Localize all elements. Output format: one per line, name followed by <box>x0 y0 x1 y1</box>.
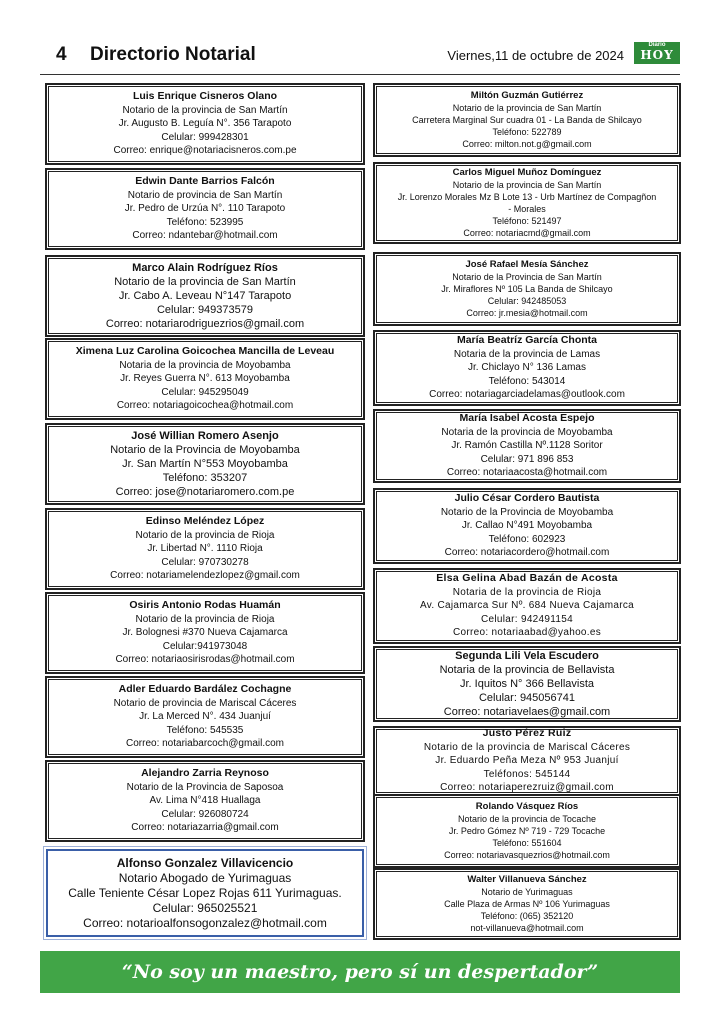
notary-detail-line: Notaria de la provincia de Lamas <box>453 348 601 360</box>
notary-name: Adler Eduardo Bardález Cochagne <box>118 683 292 696</box>
notary-detail-line: Notario de la provincia de Tocache <box>458 814 596 824</box>
notary-detail-line: Celular: 971 896 853 <box>480 453 574 465</box>
notary-card <box>374 727 680 795</box>
publication-date: Viernes,11 de octubre de 2024 <box>447 48 624 63</box>
notary-card <box>374 569 680 643</box>
notary-detail-line: Notario de la provincia de Mariscal Cáceres <box>423 741 631 753</box>
notary-card <box>46 84 364 164</box>
notary-card <box>46 424 364 504</box>
newspaper-logo <box>634 42 680 64</box>
notary-detail-line: not-villanueva@hotmail.com <box>470 923 584 933</box>
notary-detail-line: Teléfono: 545535 <box>166 724 244 736</box>
notary-detail-line: Jr. Chiclayo N° 136 Lamas <box>468 362 586 374</box>
notary-detail-line: Teléfono: 602923 <box>488 533 566 545</box>
notary-detail-line: Notaria de la provincia de Rioja <box>452 586 602 598</box>
notary-detail-line: Celular: 965025521 <box>152 900 258 915</box>
notary-detail-line: Notaria de la provincia de Bellavista <box>439 664 615 676</box>
notary-card <box>374 163 680 243</box>
notary-detail-line: Teléfono: 522789 <box>492 127 562 137</box>
notary-detail-line: Celular: 945295049 <box>161 386 249 398</box>
notary-detail-line: Notario de la Provincia de San Martín <box>452 272 602 282</box>
notary-detail-line: Correo: jr.mesia@hotmail.com <box>466 308 588 318</box>
notary-detail-line: Jr. Bolognesi #370 Nueva Cajamarca <box>122 627 288 639</box>
notary-detail-line: Correo: notariagoicochea@hotmail.com <box>116 400 294 412</box>
notary-detail-line: Notario Abogado de Yurimaguas <box>118 870 292 885</box>
notary-detail-line: Jr. Ramón Castilla Nº.1128 Soritor <box>451 440 603 452</box>
notary-detail-line: Correo: enrique@notariacisneros.com.pe <box>113 145 297 157</box>
notary-detail-line: Jr. Reyes Guerra N°. 613 Moyobamba <box>120 373 290 385</box>
notary-detail-line: Celular: 945056741 <box>478 692 576 704</box>
notary-card <box>46 339 364 419</box>
notary-detail-line: Teléfono: 521497 <box>492 216 562 226</box>
notary-card <box>374 331 680 405</box>
notary-card <box>46 761 364 841</box>
notary-detail-line: Correo: notariagarciadelamas@outlook.com <box>429 389 625 401</box>
notary-detail-line: Correo: notarioalfonsogonzalez@hotmail.com <box>83 915 327 930</box>
notary-detail-line: Correo: notariabarcoch@gmail.com <box>126 738 284 750</box>
notary-name: Julio César Cordero Bautista <box>454 492 600 505</box>
logo-big-text: HOY <box>640 48 674 62</box>
notary-detail-line: Notario de la Provincia de Moyobamba <box>110 444 300 456</box>
notary-detail-line: Av. Cajamarca Sur Nº. 684 Nueva Cajamarca <box>420 600 634 612</box>
notary-detail-line: Calle Plaza de Armas Nº 106 Yurimaguas <box>444 899 610 909</box>
notary-detail-line: Notario de provincia de Mariscal Cáceres <box>113 697 297 709</box>
notary-name: Marco Alain Rodríguez Ríos <box>132 262 278 274</box>
notary-detail-line: Av. Lima N°418 Huallaga <box>149 795 261 807</box>
notary-card <box>46 849 364 937</box>
notary-detail-line: Notario de la Provincia de Moyobamba <box>440 506 614 518</box>
notary-name: Walter Villanueva Sánchez <box>467 874 587 885</box>
notary-name: Alfonso Gonzalez Villavicencio <box>116 855 294 870</box>
notary-detail-line: Teléfonos: 545144 <box>483 768 571 780</box>
notary-detail-line: Correo: notariaosirisrodas@hotmail.com <box>115 654 295 666</box>
notary-detail-line: Notario de la provincia de San Martín <box>452 103 602 113</box>
notary-card <box>46 169 364 249</box>
notary-detail-line: Correo: notariaacosta@hotmail.com <box>446 467 608 479</box>
notary-detail-line: Jr. Lorenzo Morales Mz B Lote 13 - Urb Martínez de Compagñon <box>397 192 657 202</box>
notary-name: Edwin Dante Barrios Falcón <box>135 175 275 188</box>
notary-detail-line: Correo: notariamelendezlopez@gmail.com <box>110 570 300 582</box>
notary-detail-line: Notario de Yurimaguas <box>481 887 573 897</box>
notary-detail-line: Notario de la provincia de Rioja <box>135 529 275 541</box>
notary-card <box>374 647 680 721</box>
notary-detail-line: Jr. Iquitos N° 366 Bellavista <box>459 678 595 690</box>
notary-name: Carlos Miguel Muñoz Domínguez <box>452 167 602 178</box>
notary-card <box>46 677 364 757</box>
quote-text: “No soy un maestro, pero sí un despertador” <box>121 961 599 983</box>
logo-small-text: Diario <box>648 42 666 48</box>
notary-card <box>46 256 364 336</box>
notary-name: María Beatríz García Chonta <box>456 334 598 347</box>
notary-detail-line: Teléfono: 551604 <box>492 838 562 848</box>
notary-detail-line: Celular: 949373579 <box>156 304 254 316</box>
notary-detail-line: Jr. Cabo A. Leveau N°147 Tarapoto <box>118 290 292 302</box>
notary-detail-line: Correo: notariaabad@yahoo.es <box>452 627 602 639</box>
notary-name: Segunda Lili Vela Escudero <box>455 650 599 662</box>
notary-detail-line: Correo: milton.not.g@gmail.com <box>462 139 592 149</box>
notary-detail-line: Correo: jose@notariaromero.com.pe <box>115 486 295 498</box>
notary-name: Luis Enrique Cisneros Olano <box>132 90 278 103</box>
notary-detail-line: Correo: notariarodriguezrios@gmail.com <box>105 318 305 330</box>
notary-name: José Rafael Mesía Sánchez <box>465 259 589 270</box>
notary-detail-line: Celular:941973048 <box>162 640 248 652</box>
notary-detail-line: Notario de la provincia de San Martín <box>452 180 602 190</box>
notary-card <box>374 869 680 939</box>
notary-card <box>46 509 364 589</box>
notary-detail-line: Notario de la provincia de Rioja <box>135 613 275 625</box>
notary-name: José Willian Romero Asenjo <box>131 430 279 442</box>
notary-detail-line: Teléfono: 543014 <box>488 375 566 387</box>
notary-name: Justo Pérez Ruiz <box>482 727 572 740</box>
notary-detail-line: Celular: 970730278 <box>161 556 249 568</box>
notary-detail-line: Jr. Callao N°491 Moyobamba <box>461 520 593 532</box>
notary-detail-line: Notario de la Provincia de Saposoa <box>126 781 284 793</box>
notary-name: Miltón Guzmán Gutiérrez <box>470 90 584 101</box>
notary-card <box>374 410 680 482</box>
notary-detail-line: Jr. San Martín N°553 Moyobamba <box>122 458 288 470</box>
notary-detail-line: Correo: notariavelaes@gmail.com <box>443 706 611 718</box>
notary-detail-line: Notario de la provincia de San Martín <box>122 104 288 116</box>
notary-detail-line: Jr. Augusto B. Leguía N°. 356 Tarapoto <box>118 118 292 130</box>
notary-name: Elsa Gelina Abad Bazán de Acosta <box>436 572 618 585</box>
notary-detail-line: Jr. Pedro Gómez Nº 719 - 729 Tocache <box>448 826 606 836</box>
notary-detail-line: Notario de la provincia de San Martín <box>114 276 296 288</box>
notary-name: Edinso Meléndez López <box>145 515 265 528</box>
notary-detail-line: Carretera Marginal Sur cuadra 01 - La Banda de Shilcayo <box>412 115 642 125</box>
notary-detail-line: Correo: notariazarria@gmail.com <box>131 822 279 834</box>
notary-name: Ximena Luz Carolina Goicochea Mancilla de Leveau <box>75 345 335 358</box>
notary-detail-line: Teléfono: (065) 352120 <box>480 911 574 921</box>
notary-detail-line: Correo: notariacordero@hotmail.com <box>444 547 610 559</box>
notary-detail-line: Correo: ndantebar@hotmail.com <box>132 230 278 242</box>
notary-detail-line: Jr. Eduardo Peña Meza Nº 953 Juanjuí <box>435 755 619 767</box>
notary-detail-line: Notaria de la provincia de Moyobamba <box>441 426 613 438</box>
notary-detail-line: Notario de provincia de San Martín <box>127 189 283 201</box>
notary-detail-line: - Morales <box>508 204 546 214</box>
notary-detail-line: Celular: 942491154 <box>481 613 573 625</box>
notary-detail-line: Teléfono: 353207 <box>162 472 248 484</box>
notary-detail-line: Correo: notariavasquezrios@hotmail.com <box>444 850 610 860</box>
notary-detail-line: Notaria de la provincia de Moyobamba <box>119 359 291 371</box>
notary-card <box>374 795 680 867</box>
notary-name: Rolando Vásquez Ríos <box>475 801 579 812</box>
notary-detail-line: Celular: 942485053 <box>487 296 567 306</box>
notary-card <box>374 253 680 325</box>
notary-card <box>374 489 680 563</box>
notary-detail-line: Jr. Miraflores Nº 105 La Banda de Shilcayo <box>441 284 613 294</box>
notary-name: María Isabel Acosta Espejo <box>459 412 595 425</box>
quote-banner <box>40 951 680 993</box>
notary-detail-line: Jr. Pedro de Urzúa N°. 110 Tarapoto <box>124 203 286 215</box>
notary-detail-line: Celular: 926080724 <box>161 808 249 820</box>
notary-detail-line: Correo: notariaperezruiz@gmail.com <box>440 782 614 794</box>
notary-card <box>374 84 680 156</box>
page-header <box>40 40 680 75</box>
notary-detail-line: Teléfono: 523995 <box>166 216 244 228</box>
page-number: 4 <box>56 44 67 65</box>
notary-detail-line: Jr. Libertad N°. 1110 Rioja <box>147 543 263 555</box>
notary-detail-line: Jr. La Merced N°. 434 Juanjuí <box>139 711 271 723</box>
notary-card <box>46 593 364 673</box>
notary-detail-line: Correo: notariacmd@gmail.com <box>463 228 591 238</box>
notary-name: Osiris Antonio Rodas Huamán <box>129 599 281 612</box>
notary-detail-line: Celular: 999428301 <box>161 131 249 143</box>
section-title: Directorio Notarial <box>90 44 256 65</box>
notary-name: Alejandro Zarria Reynoso <box>141 767 269 780</box>
notary-detail-line: Calle Teniente César Lopez Rojas 611 Yurimaguas. <box>68 885 342 900</box>
